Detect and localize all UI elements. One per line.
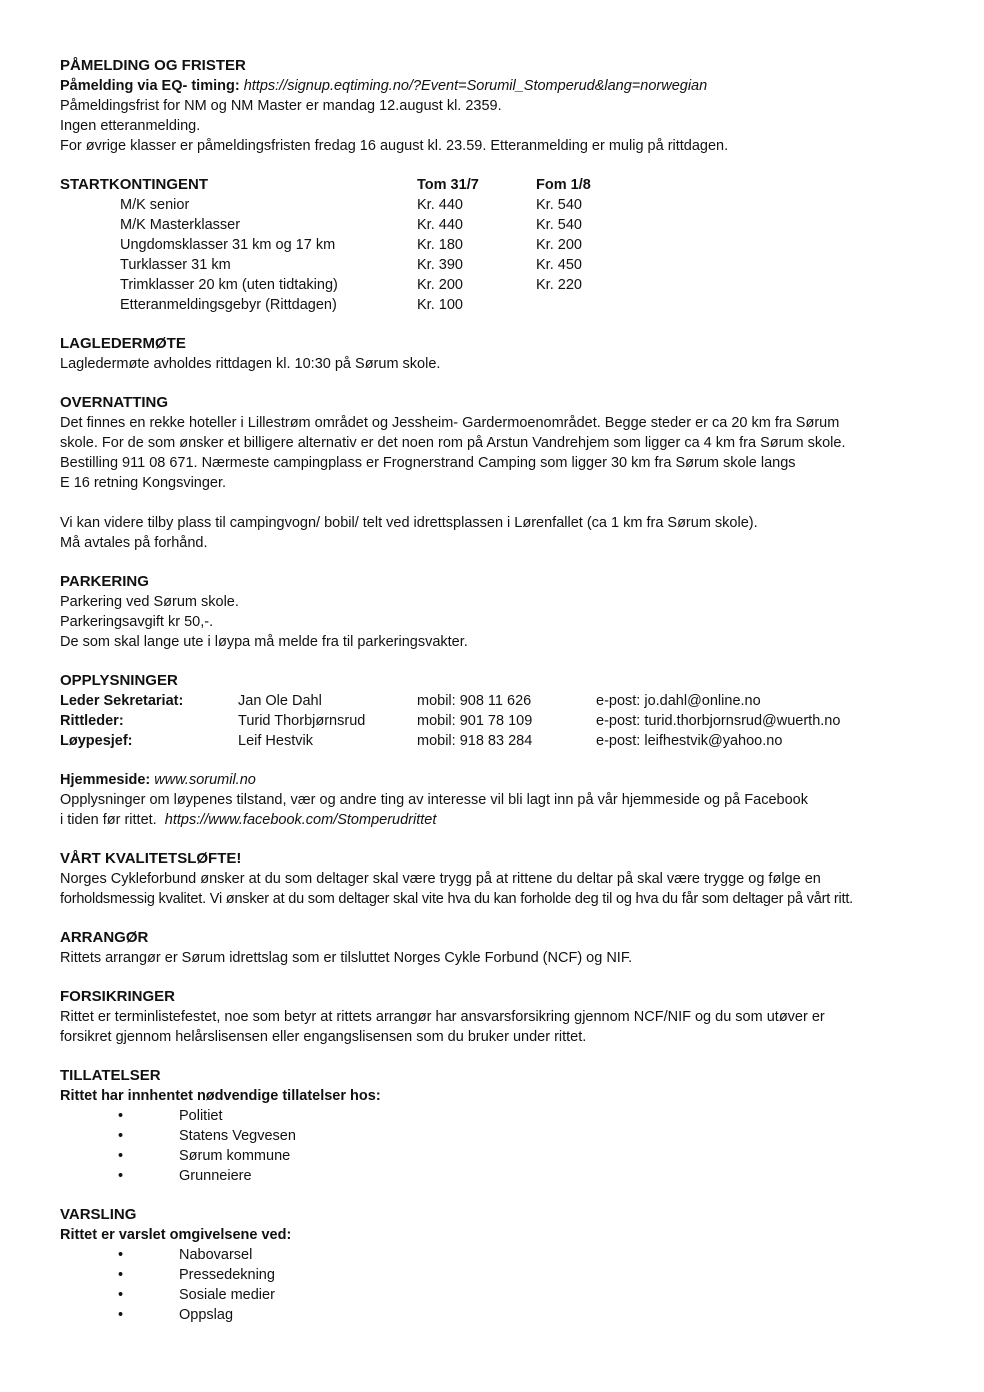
parking-line: Parkering ved Sørum skole.: [60, 594, 239, 610]
registration-heading: PÅMELDING OG FRISTER: [60, 57, 246, 74]
lodging-camping-line: Vi kan videre tilby plass til campingvogn/ bobil/ telt ved idrettsplassen i Lørenfallet (ca 1 km fra Sørum skole).: [60, 515, 758, 531]
fee-row: [60, 295, 924, 315]
eq-timing-line: [60, 76, 924, 96]
fees-col-tom: Tom 31/7: [417, 177, 479, 193]
list-item-label: Pressedekning: [179, 1267, 275, 1283]
bullet-icon: •: [118, 1267, 124, 1283]
fee-tom: Kr. 180: [417, 237, 463, 253]
quality-line: forholdsmessig kvalitet. Vi ønsker at du som deltager skal vite hva du kan forholde deg til og hva du får som deltager på vårt ritt.: [60, 891, 853, 907]
contact-row: [60, 711, 924, 731]
lodging-line: Bestilling 911 08 671. Nærmeste campingplass er Frognerstrand Camping som ligger 30 km fra Sørum skole langs: [60, 455, 796, 471]
fee-row: [60, 235, 924, 255]
insurance-line: forsikret gjennom helårslisensen eller engangslisensen som du bruker under rittet.: [60, 1029, 587, 1045]
section-organizer: [60, 928, 924, 968]
fee-class: Turklasser 31 km: [120, 257, 231, 273]
parking-heading: PARKERING: [60, 573, 149, 590]
lodging-line: skole. For de som ønsker et billigere alternativ er det noen rom på Arstun Vandrehjem som ligger ca 4 km fra Sørum skole.: [60, 435, 846, 451]
homepage-line: [60, 770, 924, 790]
section-notice: [60, 1205, 924, 1325]
contact-row: [60, 731, 924, 751]
fee-row: [60, 275, 924, 295]
info-text: Opplysninger om løypenes tilstand, vær og andre ting av interesse vil bli lagt inn på vår hjemmeside og på Facebook: [60, 792, 808, 808]
lodging-camping-line: Må avtales på forhånd.: [60, 535, 208, 551]
contact-name: Turid Thorbjørnsrud: [238, 713, 366, 729]
list-item: [60, 1126, 924, 1146]
section-insurance: [60, 987, 924, 1047]
list-item-label: Sosiale medier: [179, 1287, 275, 1303]
fee-class: Trimklasser 20 km (uten tidtaking): [120, 277, 338, 293]
contact-row: [60, 691, 924, 711]
team-meeting-heading: LAGLEDERMØTE: [60, 335, 186, 352]
eq-timing-link[interactable]: https://signup.eqtiming.no/?Event=Sorumil_Stomperud&lang=norwegian: [243, 78, 708, 94]
fee-class: M/K Masterklasser: [120, 217, 241, 233]
fee-tom: Kr. 440: [417, 217, 463, 233]
fee-row: [60, 215, 924, 235]
contact-name: Jan Ole Dahl: [238, 693, 322, 709]
fee-class: Ungdomsklasser 31 km og 17 km: [120, 237, 336, 253]
list-item: [60, 1166, 924, 1186]
organizer-text: Rittets arrangør er Sørum idrettslag som er tilsluttet Norges Cykle Forbund (NCF) og NIF.: [60, 950, 633, 966]
info-text-lead: i tiden før rittet.: [60, 812, 157, 828]
fees-heading: STARTKONTINGENT: [60, 176, 209, 193]
contacts-table: [60, 691, 924, 751]
list-item: [60, 1106, 924, 1126]
info-heading: OPPLYSNINGER: [60, 672, 178, 689]
bullet-icon: •: [118, 1247, 124, 1263]
fee-fom: Kr. 200: [536, 237, 582, 253]
permits-subtitle: Rittet har innhentet nødvendige tillatelser hos:: [60, 1088, 381, 1104]
fee-class: Etteranmeldingsgebyr (Rittdagen): [120, 297, 337, 313]
team-meeting-text: Lagledermøte avholdes rittdagen kl. 10:30 på Sørum skole.: [60, 356, 441, 372]
bullet-icon: •: [118, 1128, 124, 1144]
list-item-label: Statens Vegvesen: [179, 1128, 296, 1144]
fee-tom: Kr. 100: [417, 297, 463, 313]
bullet-icon: •: [118, 1287, 124, 1303]
quality-line: Norges Cykleforbund ønsker at du som deltager skal være trygg på at rittene du deltar på skal være trygge og følge en: [60, 871, 821, 887]
fee-tom: Kr. 390: [417, 257, 463, 273]
fee-fom: [536, 295, 676, 315]
fee-row: [60, 255, 924, 275]
registration-deadline-other: For øvrige klasser er påmeldingsfristen fredag 16 august kl. 23.59. Etteranmelding er mulig på rittdagen.: [60, 138, 729, 154]
notice-heading: VARSLING: [60, 1206, 137, 1223]
contact-mobile: mobil: 908 11 626: [417, 693, 532, 709]
lodging-heading: OVERNATTING: [60, 394, 169, 411]
insurance-line: Rittet er terminlistefestet, noe som betyr at rittets arrangør har ansvarsforsikring gjennom NCF/NIF og du som utøver er: [60, 1009, 825, 1025]
contact-name: Leif Hestvik: [238, 733, 313, 749]
parking-line: De som skal lange ute i løypa må melde fra til parkeringsvakter.: [60, 634, 468, 650]
fee-fom: Kr. 220: [536, 277, 582, 293]
info-text-2: [60, 810, 924, 830]
fee-fom: Kr. 540: [536, 197, 582, 213]
contact-role: Rittleder:: [60, 713, 124, 729]
homepage-label: Hjemmeside:: [60, 772, 151, 788]
homepage-link[interactable]: www.sorumil.no: [154, 772, 256, 788]
list-item-label: Nabovarsel: [179, 1247, 253, 1263]
insurance-heading: FORSIKRINGER: [60, 988, 176, 1005]
section-team-meeting: [60, 334, 924, 374]
permits-heading: TILLATELSER: [60, 1067, 161, 1084]
facebook-link[interactable]: https://www.facebook.com/Stomperudrittet: [164, 812, 437, 828]
notice-list: [60, 1245, 924, 1325]
fee-fom: Kr. 450: [536, 257, 582, 273]
lodging-line: Det finnes en rekke hoteller i Lillestrøm området og Jessheim- Gardermoenområdet. Begge steder er ca 20 km fra Sørum: [60, 415, 840, 431]
bullet-icon: •: [118, 1108, 124, 1124]
list-item-label: Grunneiere: [179, 1168, 252, 1184]
list-item: [60, 1245, 924, 1265]
contact-email[interactable]: e-post: leifhestvik@yahoo.no: [596, 733, 783, 749]
contact-email[interactable]: e-post: jo.dahl@online.no: [596, 693, 761, 709]
eq-timing-label: Påmelding via EQ- timing:: [60, 78, 240, 94]
registration-deadline-nm: Påmeldingsfrist for NM og NM Master er mandag 12.august kl. 2359.: [60, 98, 502, 114]
fee-tom: Kr. 200: [417, 277, 463, 293]
list-item-label: Sørum kommune: [179, 1148, 291, 1164]
contact-role: Leder Sekretariat:: [60, 693, 184, 709]
section-info: [60, 671, 924, 751]
fee-row: [60, 195, 924, 215]
fees-col-fom: Fom 1/8: [536, 177, 591, 193]
bullet-icon: •: [118, 1307, 124, 1323]
bullet-icon: •: [118, 1168, 124, 1184]
permits-list: [60, 1106, 924, 1186]
fees-table-body: [60, 195, 924, 315]
list-item-label: Politiet: [179, 1108, 223, 1124]
section-homepage: [60, 770, 924, 830]
organizer-heading: ARRANGØR: [60, 929, 149, 946]
fees-header-row: [60, 175, 924, 195]
list-item: [60, 1265, 924, 1285]
quality-heading: VÅRT KVALITETSLØFTE!: [60, 850, 242, 867]
fee-tom: Kr. 440: [417, 197, 463, 213]
section-quality: [60, 849, 924, 909]
registration-no-late: Ingen etteranmelding.: [60, 118, 201, 134]
list-item: [60, 1305, 924, 1325]
notice-subtitle: Rittet er varslet omgivelsene ved:: [60, 1227, 292, 1243]
section-registration: [60, 56, 924, 156]
contact-role: Løypesjef:: [60, 733, 133, 749]
contact-mobile: mobil: 918 83 284: [417, 733, 533, 749]
list-item: [60, 1146, 924, 1166]
contact-mobile: mobil: 901 78 109: [417, 713, 533, 729]
section-parking: [60, 572, 924, 652]
bullet-icon: •: [118, 1148, 124, 1164]
fee-class: M/K senior: [120, 197, 190, 213]
section-fees: [60, 175, 924, 315]
paragraph-gap: [60, 493, 924, 513]
list-item-label: Oppslag: [179, 1307, 234, 1323]
list-item: [60, 1285, 924, 1305]
section-permits: [60, 1066, 924, 1186]
parking-line: Parkeringsavgift kr 50,-.: [60, 614, 214, 630]
contact-email[interactable]: e-post: turid.thorbjornsrud@wuerth.no: [596, 713, 841, 729]
section-lodging: [60, 393, 924, 553]
fee-fom: Kr. 540: [536, 217, 582, 233]
lodging-line: E 16 retning Kongsvinger.: [60, 475, 227, 491]
